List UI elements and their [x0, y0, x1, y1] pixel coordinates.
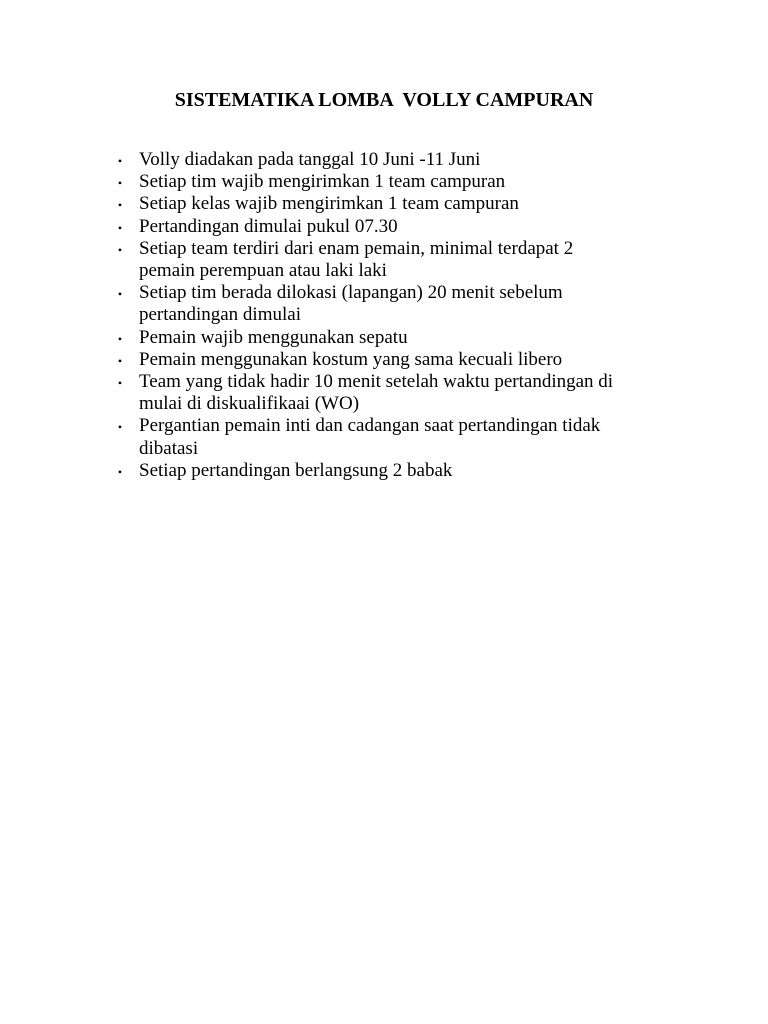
rules-list	[115, 149, 675, 482]
rule-item	[115, 327, 675, 349]
rule-item	[115, 193, 675, 215]
rule-text-line: Setiap kelas wajib mengirimkan 1 team campuran	[139, 193, 519, 215]
rule-item	[115, 282, 675, 326]
document-title: SISTEMATIKA LOMBA VOLLY CAMPURAN	[174, 89, 594, 111]
rule-text-line: Setiap pertandingan berlangsung 2 babak	[139, 459, 453, 481]
rule-text-line: Pertandingan dimulai pukul 07.30	[139, 215, 398, 237]
rule-item	[115, 149, 675, 171]
bullet-icon: •	[117, 287, 123, 302]
rule-item	[115, 171, 675, 193]
rule-item	[115, 415, 675, 459]
rule-text-line: dibatasi	[139, 437, 199, 459]
rule-text-line: pemain perempuan atau laki laki	[139, 260, 387, 282]
rule-text-line: Pergantian pemain inti dan cadangan saat pertandingan tidak	[139, 415, 601, 437]
bullet-icon: •	[117, 220, 123, 235]
rule-item	[115, 371, 675, 415]
rule-text-line: Team yang tidak hadir 10 menit setelah waktu pertandingan di	[139, 371, 614, 393]
rule-text-line: Pemain wajib menggunakan sepatu	[139, 326, 408, 348]
rule-item	[115, 460, 675, 482]
bullet-icon: •	[117, 331, 123, 346]
rule-text-line: Pemain menggunakan kostum yang sama kecuali libero	[139, 348, 563, 370]
rule-text-line: Setiap tim berada dilokasi (lapangan) 20 menit sebelum	[139, 282, 563, 304]
rule-text-line: mulai di diskualifikaai (WO)	[139, 393, 360, 415]
bullet-icon: •	[117, 376, 123, 391]
bullet-icon: •	[117, 420, 123, 435]
bullet-icon: •	[117, 242, 123, 257]
bullet-icon: •	[117, 176, 123, 191]
rule-item	[115, 216, 675, 238]
bullet-icon: •	[117, 464, 123, 479]
rule-item	[115, 238, 675, 282]
rule-text-line: Setiap team terdiri dari enam pemain, minimal terdapat 2	[139, 237, 574, 259]
rule-text-line: Volly diadakan pada tanggal 10 Juni -11 Juni	[139, 149, 481, 170]
rule-item	[115, 349, 675, 371]
bullet-icon: •	[117, 198, 123, 213]
bullet-icon: •	[117, 154, 123, 168]
rule-text-line: pertandingan dimulai	[139, 304, 301, 326]
rule-text-line: Setiap tim wajib mengirimkan 1 team campuran	[139, 171, 506, 193]
bullet-icon: •	[117, 353, 123, 368]
